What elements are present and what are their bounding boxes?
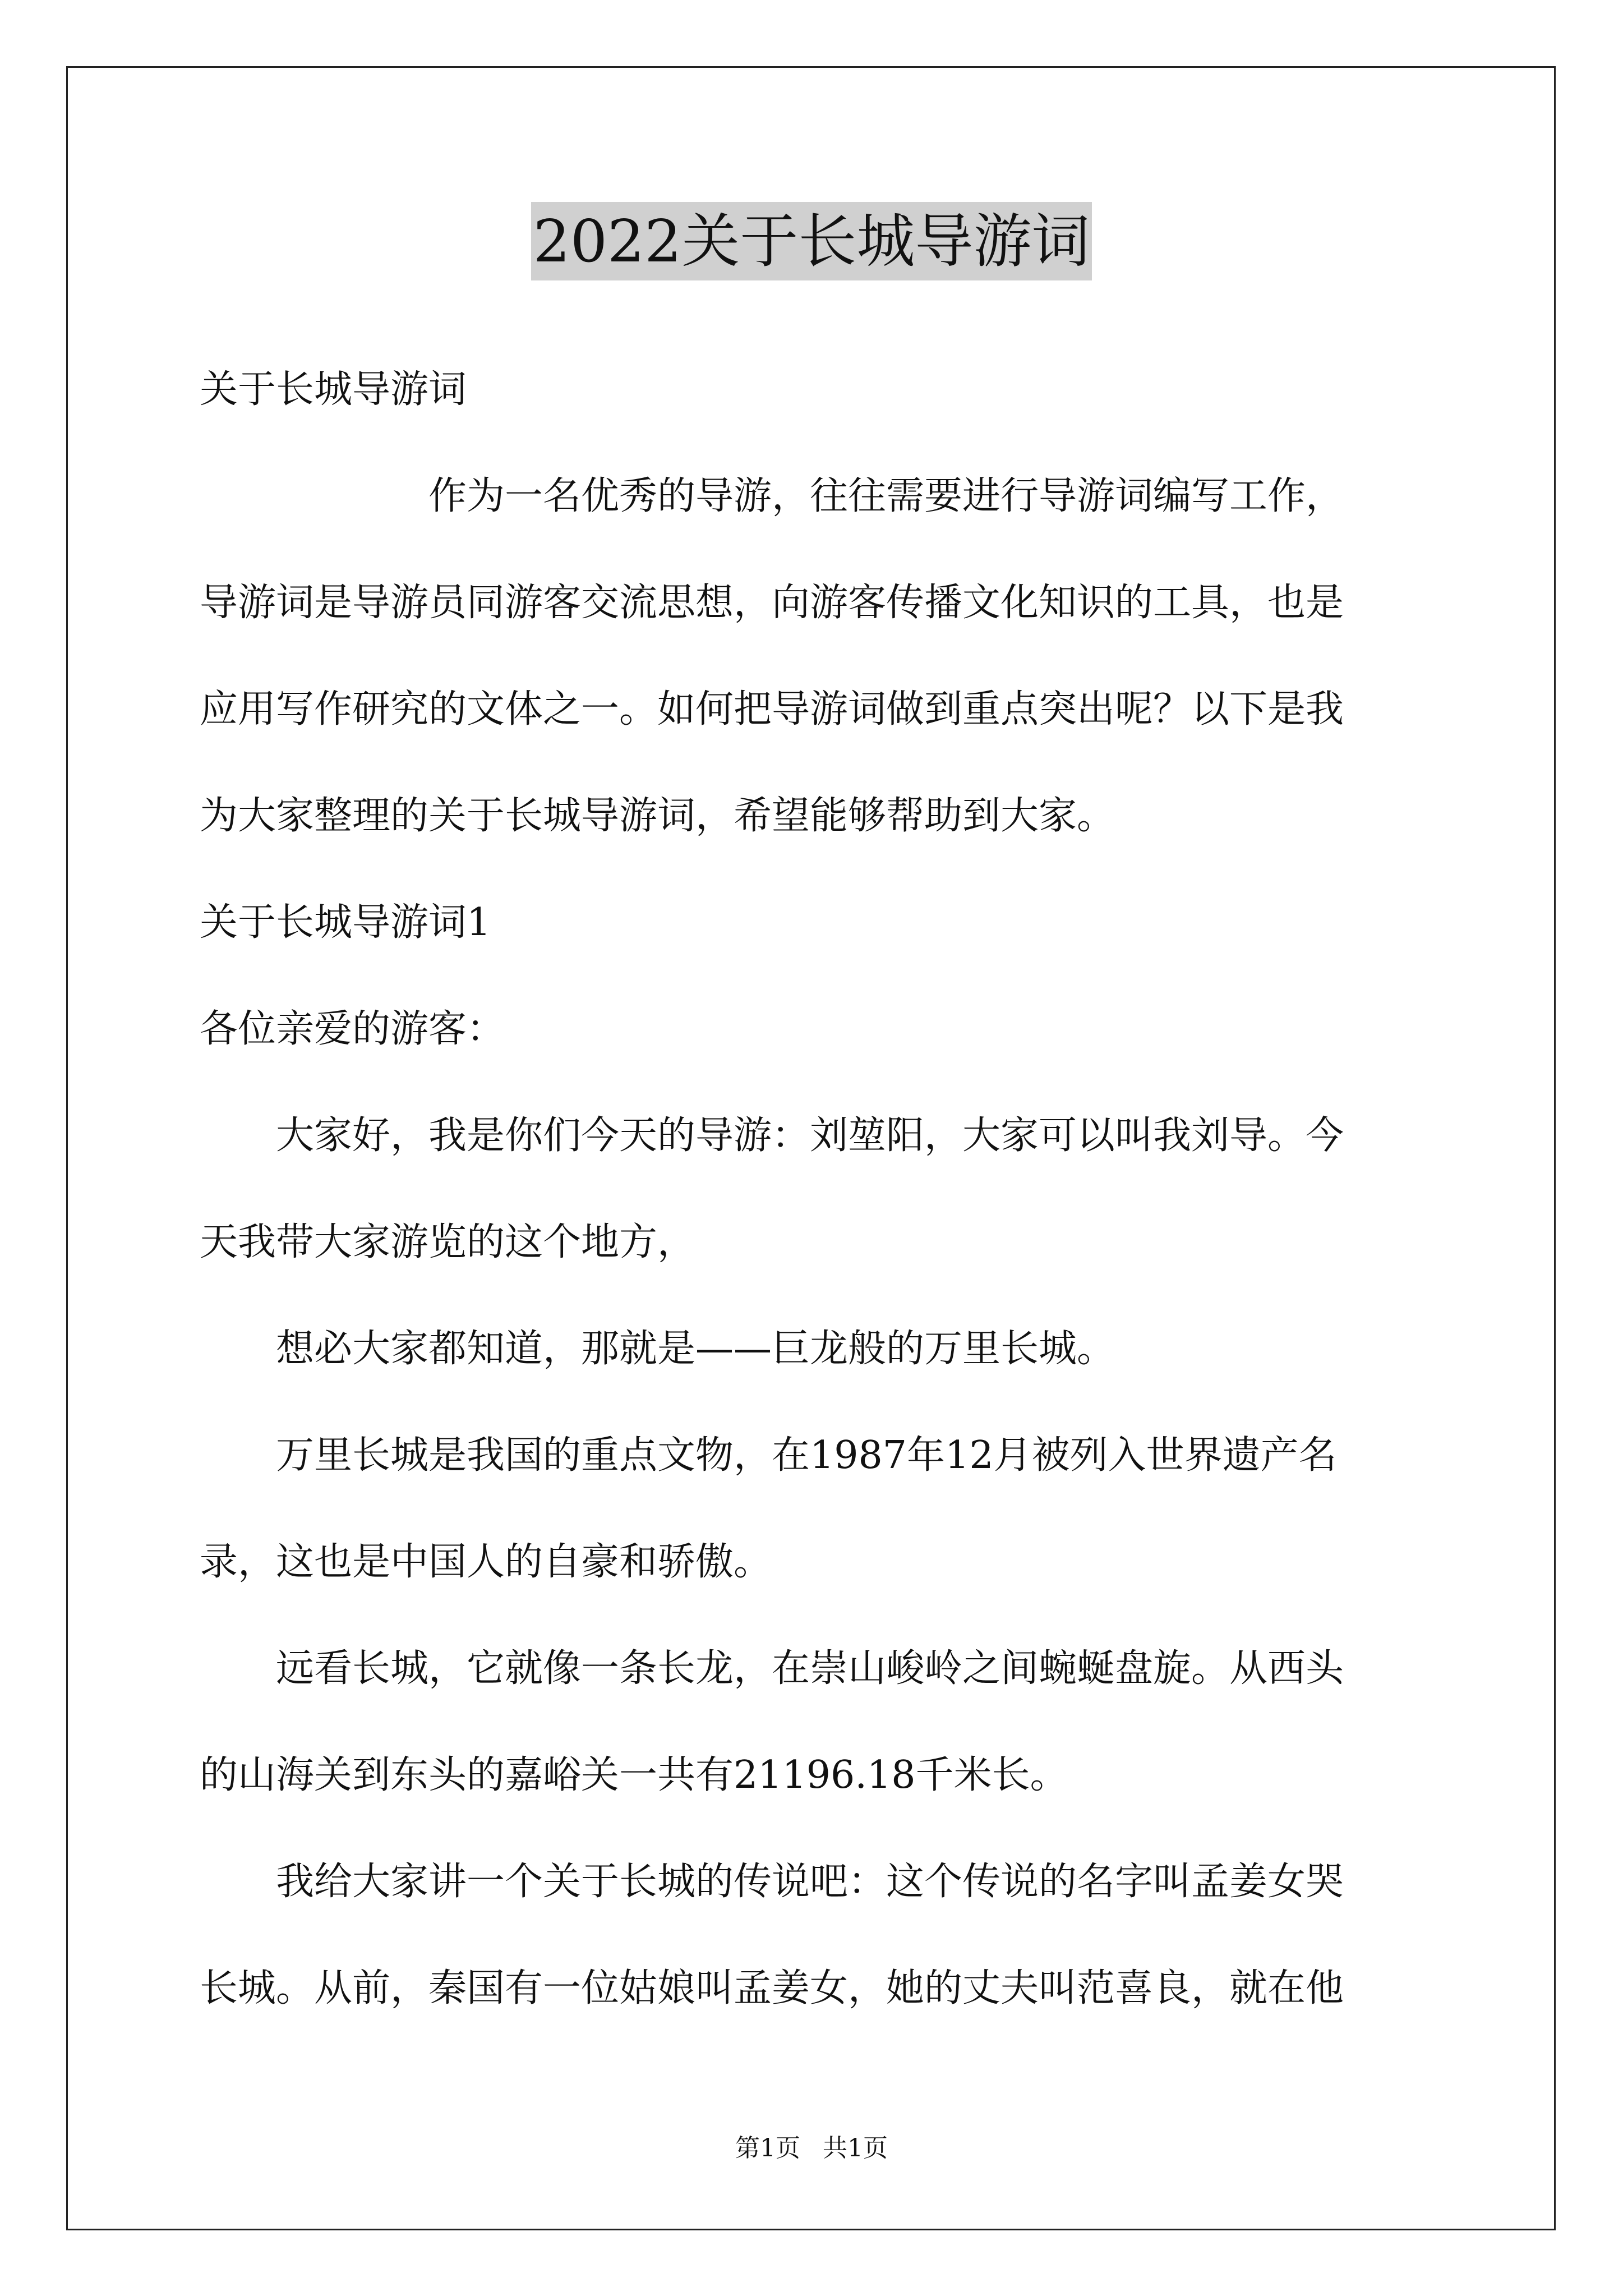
body-line: 导游词是导游员同游客交流思想，向游客传播文化知识的工具，也是 [200, 581, 1344, 625]
page-total: 共1页 [823, 2134, 888, 2162]
title-container [0, 202, 1623, 280]
body-line: 长城。从前，秦国有一位姑娘叫孟姜女，她的丈夫叫范喜良，就在他 [200, 1966, 1344, 2010]
body-line: 关于长城导游词 [200, 367, 467, 412]
body-line: 各位亲爱的游客： [200, 1007, 505, 1051]
body-line: 关于长城导游词1 [200, 900, 491, 945]
body-line: 应用写作研究的文体之一。如何把导游词做到重点突出呢？以下是我 [200, 687, 1344, 731]
body-line: 远看长城，它就像一条长龙，在崇山峻岭之间蜿蜒盘旋。从西头 [200, 1646, 1344, 1691]
body-line: 天我带大家游览的这个地方， [200, 1220, 696, 1264]
document-title: 2022关于长城导游词 [531, 202, 1092, 280]
body-line: 录，这也是中国人的自豪和骄傲。 [200, 1540, 772, 1584]
body-line: 作为一名优秀的导游，往往需要进行导游词编写工作， [200, 474, 1344, 518]
body-line: 我给大家讲一个关于长城的传说吧：这个传说的名字叫孟姜女哭 [200, 1860, 1344, 1904]
body-line: 大家好，我是你们今天的导游：刘堃阳，大家可以叫我刘导。今 [200, 1114, 1344, 1158]
body-line: 想必大家都知道，那就是——巨龙般的万里长城。 [200, 1327, 1115, 1371]
document-body [200, 337, 1431, 2042]
body-line: 万里长城是我国的重点文物，在1987年12月被列入世界遗产名 [200, 1433, 1337, 1478]
body-line: 为大家整理的关于长城导游词，希望能够帮助到大家。 [200, 794, 1115, 838]
page-footer [0, 2132, 1623, 2165]
page-number: 第1页 [735, 2134, 800, 2162]
body-line: 的山海关到东头的嘉峪关一共有21196.18千米长。 [200, 1753, 1068, 1797]
